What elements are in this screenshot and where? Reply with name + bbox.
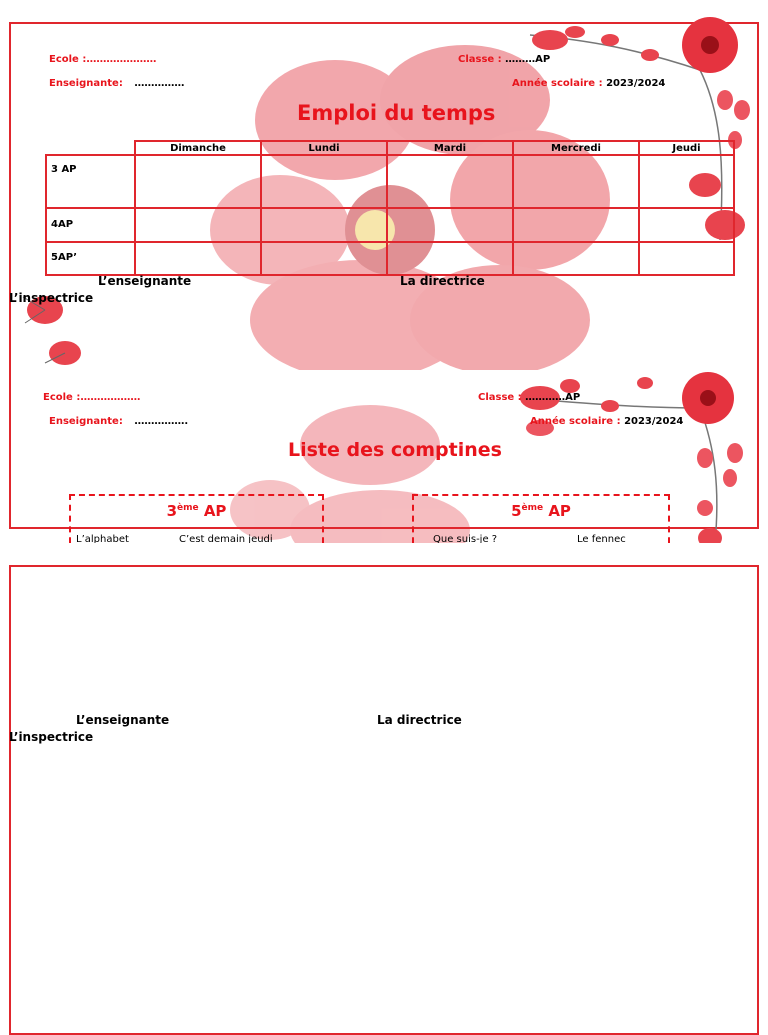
school-year: Année scolaire : 2023/2024 xyxy=(512,78,666,89)
table-cell[interactable] xyxy=(387,242,513,275)
school-year: Année scolaire : 2023/2024 xyxy=(530,416,684,427)
page-title: Liste des comptines xyxy=(288,439,502,461)
table-corner xyxy=(46,141,135,155)
table-cell[interactable] xyxy=(135,208,261,242)
table-cell[interactable] xyxy=(639,155,734,208)
table-cell[interactable] xyxy=(513,208,639,242)
teacher-label: Enseignante: ……………. xyxy=(49,416,189,427)
table-cell[interactable] xyxy=(261,155,387,208)
school-label: Ecole :……………… xyxy=(43,392,141,403)
table-cell[interactable] xyxy=(387,208,513,242)
table-row xyxy=(46,242,734,275)
rhyme-box-heading: 3ème AP xyxy=(166,502,227,520)
table-cell[interactable] xyxy=(639,242,734,275)
class-label: Classe : ………AP xyxy=(458,54,551,65)
table-cell[interactable] xyxy=(135,155,261,208)
schedule-table xyxy=(45,140,735,276)
day-header: Mercredi xyxy=(513,141,639,155)
teacher-label: Enseignante: …………… xyxy=(49,78,185,89)
table-cell[interactable] xyxy=(135,242,261,275)
rhyme-item: Que suis-je ? xyxy=(433,534,498,543)
table-cell[interactable] xyxy=(639,208,734,242)
rhyme-box-3ap xyxy=(69,494,324,543)
class-label: Classe : …………AP xyxy=(478,392,581,403)
rhyme-item: Le fennec xyxy=(577,534,626,543)
table-row xyxy=(46,208,734,242)
table-row xyxy=(46,155,734,208)
signature-inspector: L’inspectrice xyxy=(9,291,94,305)
row-label: 3 AP xyxy=(46,155,135,208)
page-title: Emploi du temps xyxy=(297,101,496,125)
table-cell[interactable] xyxy=(387,155,513,208)
day-header: Dimanche xyxy=(135,141,261,155)
row-label: 4AP xyxy=(46,208,135,242)
signature-teacher: L’enseignante xyxy=(98,274,192,288)
row-label: 5AP’ xyxy=(46,242,135,275)
school-label: Ecole :………………… xyxy=(49,54,157,65)
rhyme-box-5ap xyxy=(412,494,670,543)
signature-director: La directrice xyxy=(400,274,485,288)
signature-teacher: L’enseignante xyxy=(76,713,170,727)
day-header: Jeudi xyxy=(639,141,734,155)
table-cell[interactable] xyxy=(261,242,387,275)
table-cell[interactable] xyxy=(513,155,639,208)
rhyme-item: L’alphabet xyxy=(76,534,129,543)
page-frame xyxy=(9,565,759,1035)
table-cell[interactable] xyxy=(261,208,387,242)
rhyme-item: C’est demain jeudi xyxy=(179,534,273,543)
table-cell[interactable] xyxy=(513,242,639,275)
rhyme-box-heading: 5ème AP xyxy=(511,502,571,520)
signature-director: La directrice xyxy=(377,713,462,727)
signature-inspector: L’inspectrice xyxy=(9,730,94,744)
day-header: Lundi xyxy=(261,141,387,155)
day-header: Mardi xyxy=(387,141,513,155)
